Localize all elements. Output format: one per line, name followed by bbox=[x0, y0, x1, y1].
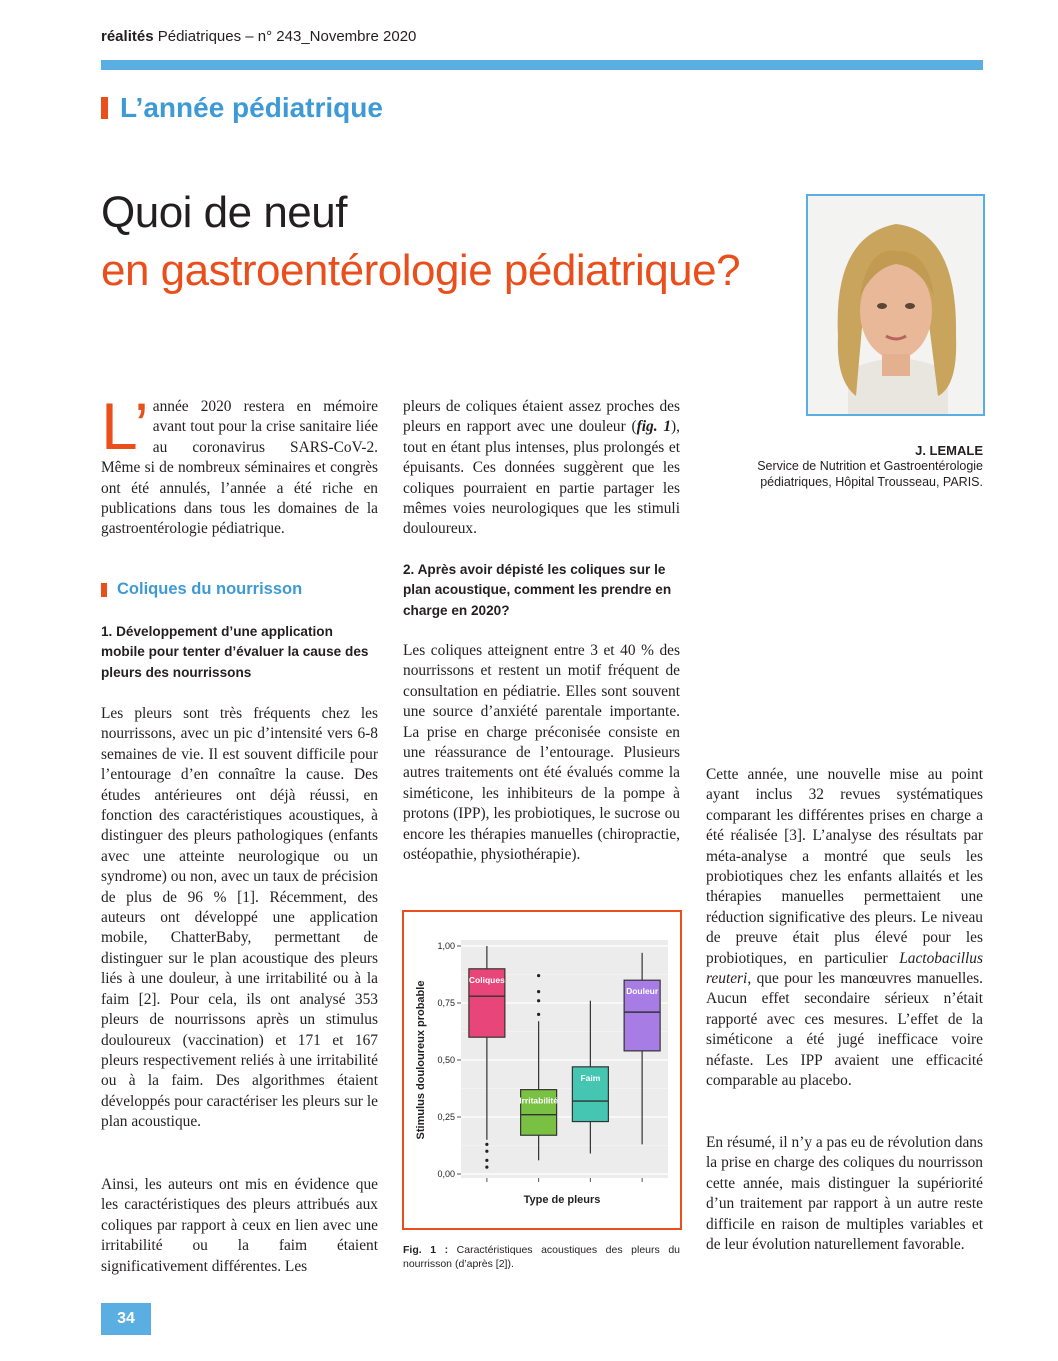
x-axis-label: Type de pleurs bbox=[523, 1194, 601, 1206]
author-name: J. LEMALE bbox=[915, 443, 983, 458]
intro-paragraph bbox=[101, 389, 378, 540]
boxplot-chart bbox=[404, 912, 680, 1228]
dropcap: L’ bbox=[101, 389, 149, 463]
question-2: 2. Après avoir dépisté les coliques sur le plan acoustique, comment les prendre en charge en 2020? bbox=[403, 562, 672, 618]
y-tick-label: 0,00 bbox=[437, 1169, 455, 1179]
subsection-title bbox=[101, 580, 302, 599]
outlier-point bbox=[537, 974, 540, 977]
outlier-point bbox=[485, 1143, 488, 1146]
author-affiliation-line2: pédiatriques, Hôpital Trousseau, PARIS. bbox=[760, 475, 983, 489]
intro-text: année 2020 restera en mémoire avant tout pour la crise sanitaire liée au coronavirus SARS-CoV-2. Même si de nombreux séminaires et congrès ont été annulés, l’année a été riche en publications dans tous les domaines de la gastroentérologie pédiatrique. bbox=[101, 398, 378, 538]
paragraph-1: Les pleurs sont très fréquents chez les nourrissons, avec un pic d’intensité vers 6-8 semaines de vie. Il est souvent difficile pour l’entourage d’en connaître la cause. Des études antérieures ont déjà réussi, en fonction des caractéristiques acoustiques, à distinguer des pleurs pathologiques (enfants avec une atteinte neurologique ou un syndrome) ou non, avec un taux de précision de plus de 96 % [1]. Récemment, des auteurs ont développé une application mobile, ChatterBaby, permettant de distinguer sur le plan acoustique des pleurs liés à une douleur, à une irritabilité ou à la faim [2]. Pour cela, ils ont analysé 353 pleurs de nourrissons après un stimulus douloureux (vaccination) et 171 et 167 pleurs respectivement reliés à une irritabilité ou à la faim. Des algorithmes étaient développés pour caractériser les pleurs sur le plan acoustique. bbox=[101, 705, 378, 1131]
paragraph-3: Les coliques atteignent entre 3 et 40 % des nourrissons et restent un motif fréquent de consultation en pédiatrie. Elles sont souvent une source d’anxiété parentale importante. La prise en charge préconisée consiste en une réassurance de l’entourage. Plusieurs autres traitements ont été évalués comme la siméticone, les inhibiteurs de la pompe à protons (IPP), les probiotiques, le sucrose ou encore les thérapies manuelles (chiropractie, ostéopathie, physiothérapie). bbox=[403, 642, 680, 864]
figure-reference[interactable]: fig. 1 bbox=[636, 418, 672, 436]
section-title-text: L’année pédiatrique bbox=[120, 92, 383, 123]
author-photo bbox=[806, 194, 985, 416]
header-rule bbox=[101, 60, 983, 70]
y-tick-label: 1,00 bbox=[437, 941, 455, 951]
article-title-line1: Quoi de neuf bbox=[101, 188, 347, 237]
paragraph-2-text-post: ), tout en étant plus intenses, plus prolongés et épuisants. Ces données suggèrent que les coliques pourraient en partie partager les mêmes voies neurologiques que les stimuli douloureux. bbox=[403, 418, 680, 538]
journal-header bbox=[101, 28, 416, 45]
author-affiliation bbox=[740, 458, 983, 490]
article-title-line2: en gastroentérologie pédiatrique? bbox=[101, 246, 741, 295]
journal-issue: Pédiatriques – n° 243_Novembre 2020 bbox=[157, 28, 417, 45]
paragraph-5: En résumé, il n’y a pas eu de révolution dans la prise en charge des coliques du nourrisson cette année, mais distinguer la supériorité d’un traitement par rapport à un autre reste difficile en raison de multiples variables et de leur évolution naturellement favorable. bbox=[706, 1134, 983, 1254]
species-name: Lactobacillus reuteri bbox=[706, 949, 983, 988]
y-axis-label: Stimulus douloureux probable bbox=[415, 980, 427, 1140]
section-marker bbox=[101, 97, 108, 119]
outlier-point bbox=[537, 990, 540, 993]
subsection-title-text: Coliques du nourrisson bbox=[117, 580, 303, 598]
figure-1 bbox=[402, 910, 682, 1230]
outlier-point bbox=[485, 1166, 488, 1169]
y-tick-label: 0,25 bbox=[437, 1112, 455, 1122]
paragraph-2-col2 bbox=[403, 397, 680, 540]
page-number: 34 bbox=[101, 1303, 151, 1335]
outlier-point bbox=[485, 1150, 488, 1153]
box-label: Coliques bbox=[468, 974, 505, 985]
outlier-point bbox=[537, 1013, 540, 1016]
y-tick-label: 0,50 bbox=[437, 1055, 455, 1065]
y-tick-label: 0,75 bbox=[437, 998, 455, 1008]
author-affiliation-line1: Service de Nutrition et Gastroentérologie bbox=[757, 459, 983, 473]
caption-label: Fig. 1 : bbox=[403, 1244, 449, 1256]
box-label: Douleur bbox=[626, 986, 659, 997]
caption-text: Caractéristiques acoustiques des pleurs du nourrisson (d’après [2]). bbox=[403, 1244, 680, 1270]
figure-caption bbox=[403, 1243, 680, 1271]
paragraph-4-text-post: , que pour les manœuvres manuelles. Aucun effet secondaire sérieux n’était rapporté avec ces mesures. L’effet de la siméticone a été jugé inefficace voire néfaste. Les IPP avaient une efficacité comparable au placebo. bbox=[706, 970, 983, 1090]
paragraph-2-col1: Ainsi, les auteurs ont mis en évidence que les caractéristiques des pleurs attribués aux coliques par rapport à ceux en lien avec une irritabilité ou la faim étaient significativement différentes. Les bbox=[101, 1176, 378, 1275]
box-label: Irritabilité bbox=[519, 1095, 558, 1106]
outlier-point bbox=[537, 999, 540, 1002]
journal-name: réalités bbox=[101, 28, 154, 45]
paragraph-4 bbox=[706, 765, 983, 1092]
outlier-point bbox=[485, 1159, 488, 1162]
paragraph-4-text-pre: Cette année, une nouvelle mise au point ayant inclus 32 revues systématiques comparant les différentes prises en charge a été réalisée [3]. L’analyse des résultats par méta-analyse a montré que seuls les probiotiques chez les enfants allaités et les thérapies manuelles permettaient une réduction significative des pleurs. Le niveau de preuve était plus élevé pour les probiotiques, en particulier bbox=[706, 766, 983, 967]
section-title bbox=[101, 92, 383, 124]
box-label: Faim bbox=[580, 1072, 601, 1083]
paragraph-2-text-pre: pleurs de coliques étaient assez proches des pleurs en rapport avec une douleur ( bbox=[403, 398, 680, 436]
subsection-marker bbox=[101, 583, 107, 597]
question-1: 1. Développement d’une application mobile pour tenter d’évaluer la cause des pleurs des nourrissons bbox=[101, 624, 369, 680]
